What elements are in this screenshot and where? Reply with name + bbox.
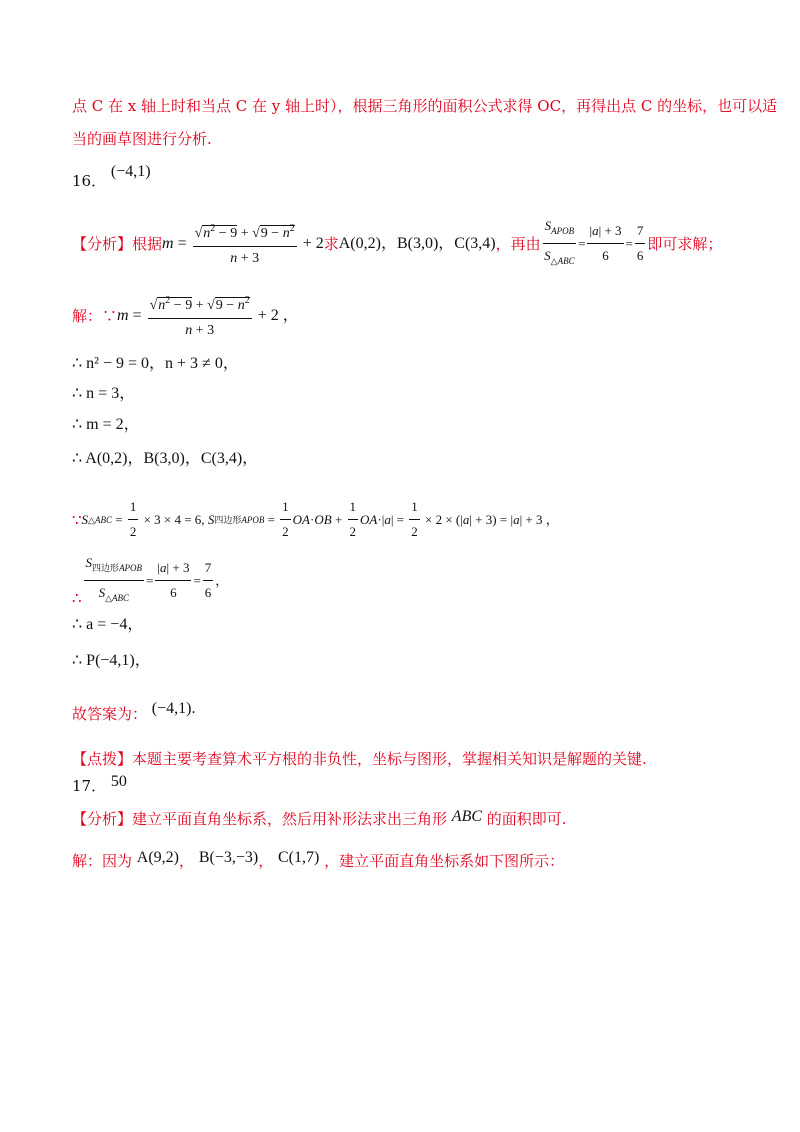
q16-final-label: 故答案为： xyxy=(72,705,148,723)
q17-point-a: A(9,2) xyxy=(136,849,180,866)
q17-header xyxy=(72,775,127,798)
q16-analysis-formula: m = $\frac{√n^2 - 9 + √9 - n^2}{n + 3}$ + 2 xyxy=(162,218,324,270)
q16-header xyxy=(72,163,151,193)
q17-analysis-end: 的面积即可. xyxy=(486,810,567,828)
q16-step-m: ∴ m = 2， xyxy=(72,416,140,433)
q16-step-ratio-prefix: ∴ xyxy=(72,589,82,607)
continued-text-line-2: 当的画草图进行分析. xyxy=(72,130,212,148)
q16-step-area xyxy=(72,496,559,543)
q17-point-b: B(−3,−3) xyxy=(198,849,259,866)
q16-step-P: ∴ P(−4,1)， xyxy=(72,652,151,669)
q16-step-n: ∴ n² − 9 = 0，n + 3 ≠ 0， xyxy=(72,355,239,372)
q17-analysis: 【分析】建立平面直角坐标系，然后用补形法求出三角形 xyxy=(72,810,448,828)
q17-analysis-line xyxy=(72,808,567,831)
q16-analysis-prefix: 【分析】根据 xyxy=(72,234,163,253)
q16-tip: 【点拨】本题主要考查算术平方根的非负性，坐标与图形，掌握相关知识是解题的关键. xyxy=(72,750,647,768)
q16-solve-line xyxy=(72,290,299,342)
q16-analysis-end: 即可求解； xyxy=(647,234,723,253)
q16-ratio-formula: $\frac{S_{四边形APOB}}{S_{\triangle ABC}}$ = $\frac{|a| + 3}{6}$ = $\frac{7}{6}$ ， xyxy=(82,552,229,609)
q17-analysis-triangle: ABC xyxy=(451,808,483,825)
q16-answer: (−4,1) xyxy=(110,163,151,180)
q17-number: 17． xyxy=(72,777,107,795)
q16-area-formula: S △ABC = $\frac{1}{2}$ × 3 × 4 = 6, S 四边形APOB = $\frac{1}{2}$ OA · OB + $\frac{1}{2}$ OA ·| a | = $\frac{1}{2}$ × 2 × (| a | + 3) = | a | + 3 ， xyxy=(82,496,559,543)
q16-solve-formula: m = $\frac{√n^2 - 9 + √9 - n^2}{n + 3}$ + 2 ， xyxy=(117,290,299,342)
q17-point-c: C(1,7) xyxy=(277,849,320,866)
q16-final xyxy=(72,700,196,726)
q16-step-area-prefix: ∵ xyxy=(72,510,82,529)
q16-analysis xyxy=(72,215,752,272)
q16-final-value: (−4,1). xyxy=(151,700,196,717)
q17-solve-end: ，建立平面直角坐标系如下图所示： xyxy=(324,852,565,870)
q16-number: 16． xyxy=(72,172,107,190)
q16-analysis-points: A(0,2)，B(3,0)，C(3,4) xyxy=(338,234,496,252)
q17-answer: 50 xyxy=(110,773,127,790)
q16-analysis-then: ，再由 xyxy=(495,234,541,253)
q17-solve-line: 解：因为 A(9,2)， B(−3,−3)， C(1,7) ，建立平面直角坐标系如下图所示： xyxy=(72,849,565,870)
q16-step-a: ∴ a = −4， xyxy=(72,616,144,633)
q16-step-ratio xyxy=(72,552,228,609)
continued-text-line-1: 点 C 在 x 轴上时和当点 C 在 y 轴上时），根据三角形的面积公式求得 OC，再得出点 C 的坐标，也可以适 xyxy=(72,97,778,115)
q17-solve-prefix: 解：因为 xyxy=(72,852,133,870)
q16-analysis-mid: 求 xyxy=(323,234,339,253)
q16-solve-prefix: 解：∵ xyxy=(72,307,118,325)
q16-analysis-ratio: $\frac{S_{APOB}}{S_{\triangle ABC}}$ = $\frac{|a| + 3}{6}$ = $\frac{7}{6}$ xyxy=(541,215,648,272)
q16-step-n3: ∴ n = 3， xyxy=(72,385,136,402)
q16-step-points: ∴ A(0,2)，B(3,0)，C(3,4)， xyxy=(72,450,259,467)
